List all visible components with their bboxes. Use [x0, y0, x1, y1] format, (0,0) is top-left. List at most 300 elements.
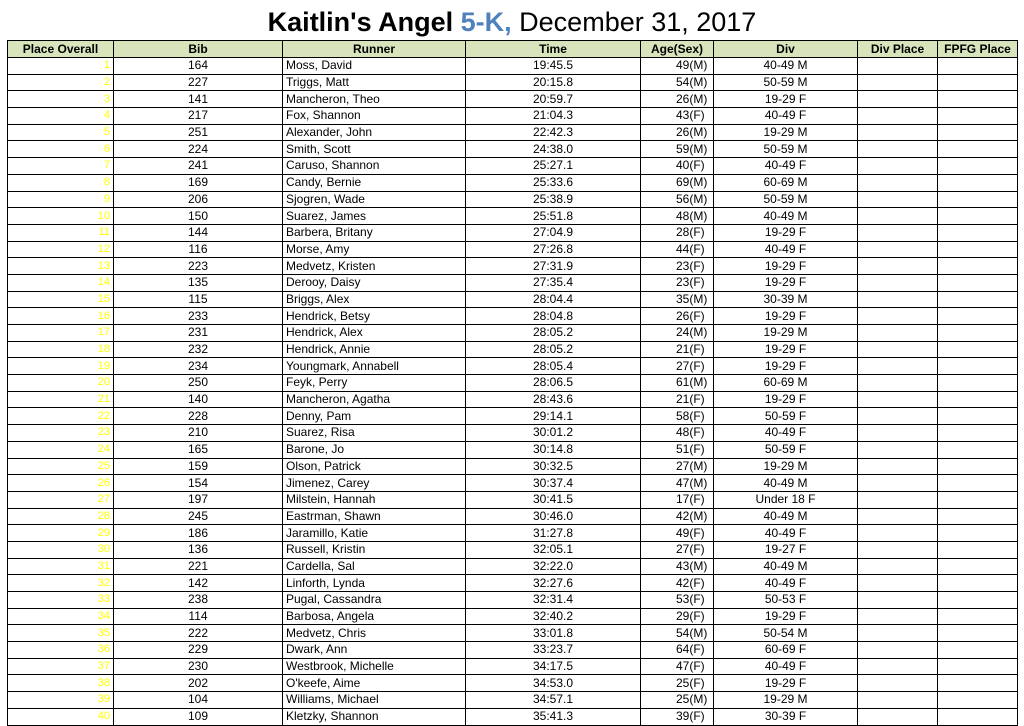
- place-cell: 28: [8, 508, 114, 525]
- div-place-cell: [858, 108, 938, 125]
- table-row: [8, 558, 1018, 575]
- header-row: [8, 41, 1018, 58]
- div-place-cell: [858, 458, 938, 475]
- bib-cell: 165: [114, 441, 283, 458]
- runner-cell: Moss, David: [283, 58, 466, 75]
- div-cell: 40-49 F: [714, 658, 858, 675]
- col-header-runner: Runner: [283, 41, 466, 58]
- fpfg-place-cell: [938, 108, 1018, 125]
- runner-cell: Linforth, Lynda: [283, 575, 466, 592]
- age-sex-cell: 26(M): [641, 124, 714, 141]
- place-cell: 39: [8, 692, 114, 709]
- bib-cell: 202: [114, 675, 283, 692]
- div-place-cell: [858, 375, 938, 392]
- fpfg-place-cell: [938, 308, 1018, 325]
- table-row: [8, 108, 1018, 125]
- bib-cell: 223: [114, 258, 283, 275]
- fpfg-place-cell: [938, 658, 1018, 675]
- runner-cell: Medvetz, Chris: [283, 625, 466, 642]
- table-row: [8, 491, 1018, 508]
- time-cell: 25:51.8: [466, 208, 641, 225]
- place-cell: 27: [8, 491, 114, 508]
- table-row: [8, 608, 1018, 625]
- div-cell: 19-29 F: [714, 608, 858, 625]
- place-cell: 29: [8, 525, 114, 542]
- col-header-div: Div: [714, 41, 858, 58]
- table-row: [8, 541, 1018, 558]
- fpfg-place-cell: [938, 174, 1018, 191]
- table-row: [8, 692, 1018, 709]
- runner-cell: Denny, Pam: [283, 408, 466, 425]
- runner-cell: Pugal, Cassandra: [283, 592, 466, 609]
- age-sex-cell: 54(M): [641, 625, 714, 642]
- place-cell: 25: [8, 458, 114, 475]
- fpfg-place-cell: [938, 441, 1018, 458]
- runner-cell: Eastrman, Shawn: [283, 508, 466, 525]
- time-cell: 32:40.2: [466, 608, 641, 625]
- col-header-fpfg-place: FPFG Place: [938, 41, 1018, 58]
- div-cell: 19-29 F: [714, 391, 858, 408]
- div-place-cell: [858, 191, 938, 208]
- age-sex-cell: 17(F): [641, 491, 714, 508]
- div-cell: 50-59 M: [714, 74, 858, 91]
- time-cell: 25:38.9: [466, 191, 641, 208]
- runner-cell: Suarez, James: [283, 208, 466, 225]
- fpfg-place-cell: [938, 592, 1018, 609]
- age-sex-cell: 43(M): [641, 558, 714, 575]
- place-cell: 37: [8, 658, 114, 675]
- table-row: [8, 224, 1018, 241]
- div-place-cell: [858, 642, 938, 659]
- bib-cell: 136: [114, 541, 283, 558]
- time-cell: 32:31.4: [466, 592, 641, 609]
- col-header-place: Place Overall: [8, 41, 114, 58]
- age-sex-cell: 25(F): [641, 675, 714, 692]
- place-cell: 2: [8, 74, 114, 91]
- col-header-div-place: Div Place: [858, 41, 938, 58]
- runner-cell: Derooy, Daisy: [283, 274, 466, 291]
- div-cell: 50-59 F: [714, 408, 858, 425]
- runner-cell: Kletzky, Shannon: [283, 708, 466, 725]
- fpfg-place-cell: [938, 158, 1018, 175]
- fpfg-place-cell: [938, 525, 1018, 542]
- fpfg-place-cell: [938, 58, 1018, 75]
- fpfg-place-cell: [938, 91, 1018, 108]
- div-cell: 50-54 M: [714, 625, 858, 642]
- runner-cell: Jimenez, Carey: [283, 475, 466, 492]
- runner-cell: Hendrick, Betsy: [283, 308, 466, 325]
- bib-cell: 232: [114, 341, 283, 358]
- age-sex-cell: 44(F): [641, 241, 714, 258]
- time-cell: 28:05.2: [466, 341, 641, 358]
- place-cell: 15: [8, 291, 114, 308]
- div-cell: 30-39 F: [714, 708, 858, 725]
- time-cell: 28:43.6: [466, 391, 641, 408]
- div-place-cell: [858, 158, 938, 175]
- div-place-cell: [858, 241, 938, 258]
- place-cell: 34: [8, 608, 114, 625]
- div-cell: 19-27 F: [714, 541, 858, 558]
- table-row: [8, 191, 1018, 208]
- table-row: [8, 375, 1018, 392]
- table-row: [8, 475, 1018, 492]
- table-row: [8, 258, 1018, 275]
- time-cell: 30:14.8: [466, 441, 641, 458]
- time-cell: 32:22.0: [466, 558, 641, 575]
- div-place-cell: [858, 408, 938, 425]
- table-row: [8, 141, 1018, 158]
- time-cell: 29:14.1: [466, 408, 641, 425]
- place-cell: 22: [8, 408, 114, 425]
- fpfg-place-cell: [938, 425, 1018, 442]
- div-cell: 40-49 F: [714, 108, 858, 125]
- div-place-cell: [858, 325, 938, 342]
- table-row: [8, 425, 1018, 442]
- place-cell: 8: [8, 174, 114, 191]
- place-cell: 33: [8, 592, 114, 609]
- age-sex-cell: 64(F): [641, 642, 714, 659]
- fpfg-place-cell: [938, 558, 1018, 575]
- div-place-cell: [858, 508, 938, 525]
- place-cell: 16: [8, 308, 114, 325]
- place-cell: 21: [8, 391, 114, 408]
- time-cell: 28:04.8: [466, 308, 641, 325]
- div-place-cell: [858, 341, 938, 358]
- div-cell: 19-29 M: [714, 325, 858, 342]
- place-cell: 3: [8, 91, 114, 108]
- fpfg-place-cell: [938, 224, 1018, 241]
- table-row: [8, 341, 1018, 358]
- race-date: December 31, 2017: [519, 7, 757, 37]
- age-sex-cell: 26(M): [641, 91, 714, 108]
- div-place-cell: [858, 658, 938, 675]
- table-row: [8, 358, 1018, 375]
- place-cell: 32: [8, 575, 114, 592]
- age-sex-cell: 48(F): [641, 425, 714, 442]
- runner-cell: Hendrick, Annie: [283, 341, 466, 358]
- div-cell: 40-49 F: [714, 425, 858, 442]
- bib-cell: 159: [114, 458, 283, 475]
- time-cell: 35:41.3: [466, 708, 641, 725]
- div-place-cell: [858, 208, 938, 225]
- bib-cell: 197: [114, 491, 283, 508]
- place-cell: 38: [8, 675, 114, 692]
- fpfg-place-cell: [938, 692, 1018, 709]
- table-row: [8, 58, 1018, 75]
- div-cell: 50-59 M: [714, 141, 858, 158]
- time-cell: 20:59.7: [466, 91, 641, 108]
- runner-cell: Alexander, John: [283, 124, 466, 141]
- time-cell: 27:26.8: [466, 241, 641, 258]
- fpfg-place-cell: [938, 325, 1018, 342]
- div-cell: 40-49 M: [714, 508, 858, 525]
- place-cell: 13: [8, 258, 114, 275]
- runner-cell: Suarez, Risa: [283, 425, 466, 442]
- age-sex-cell: 56(M): [641, 191, 714, 208]
- bib-cell: 141: [114, 91, 283, 108]
- div-place-cell: [858, 675, 938, 692]
- div-place-cell: [858, 291, 938, 308]
- time-cell: 27:04.9: [466, 224, 641, 241]
- age-sex-cell: 43(F): [641, 108, 714, 125]
- table-row: [8, 658, 1018, 675]
- fpfg-place-cell: [938, 391, 1018, 408]
- fpfg-place-cell: [938, 458, 1018, 475]
- div-cell: 40-49 M: [714, 208, 858, 225]
- fpfg-place-cell: [938, 74, 1018, 91]
- col-header-bib: Bib: [114, 41, 283, 58]
- table-row: [8, 458, 1018, 475]
- runner-cell: Jaramillo, Katie: [283, 525, 466, 542]
- div-cell: 40-49 M: [714, 558, 858, 575]
- time-cell: 32:05.1: [466, 541, 641, 558]
- div-cell: 19-29 M: [714, 458, 858, 475]
- bib-cell: 222: [114, 625, 283, 642]
- bib-cell: 228: [114, 408, 283, 425]
- place-cell: 10: [8, 208, 114, 225]
- age-sex-cell: 47(F): [641, 658, 714, 675]
- fpfg-place-cell: [938, 258, 1018, 275]
- age-sex-cell: 27(M): [641, 458, 714, 475]
- fpfg-place-cell: [938, 625, 1018, 642]
- bib-cell: 164: [114, 58, 283, 75]
- place-cell: 20: [8, 375, 114, 392]
- place-cell: 18: [8, 341, 114, 358]
- bib-cell: 224: [114, 141, 283, 158]
- div-place-cell: [858, 391, 938, 408]
- time-cell: 28:04.4: [466, 291, 641, 308]
- age-sex-cell: 42(F): [641, 575, 714, 592]
- time-cell: 19:45.5: [466, 58, 641, 75]
- table-row: [8, 208, 1018, 225]
- bib-cell: 140: [114, 391, 283, 408]
- runner-cell: Caruso, Shannon: [283, 158, 466, 175]
- div-place-cell: [858, 708, 938, 725]
- time-cell: 30:01.2: [466, 425, 641, 442]
- div-place-cell: [858, 425, 938, 442]
- div-cell: 50-53 F: [714, 592, 858, 609]
- table-row: [8, 391, 1018, 408]
- div-cell: 19-29 F: [714, 274, 858, 291]
- age-sex-cell: 21(F): [641, 391, 714, 408]
- div-cell: 60-69 M: [714, 375, 858, 392]
- fpfg-place-cell: [938, 124, 1018, 141]
- table-row: [8, 592, 1018, 609]
- time-cell: 33:01.8: [466, 625, 641, 642]
- table-row: [8, 274, 1018, 291]
- runner-cell: Morse, Amy: [283, 241, 466, 258]
- time-cell: 31:27.8: [466, 525, 641, 542]
- place-cell: 7: [8, 158, 114, 175]
- div-cell: 30-39 M: [714, 291, 858, 308]
- place-cell: 1: [8, 58, 114, 75]
- time-cell: 34:53.0: [466, 675, 641, 692]
- col-header-time: Time: [466, 41, 641, 58]
- place-cell: 14: [8, 274, 114, 291]
- div-place-cell: [858, 475, 938, 492]
- age-sex-cell: 48(M): [641, 208, 714, 225]
- time-cell: 28:05.4: [466, 358, 641, 375]
- table-row: [8, 158, 1018, 175]
- div-cell: 19-29 F: [714, 91, 858, 108]
- div-place-cell: [858, 174, 938, 191]
- div-cell: 19-29 F: [714, 358, 858, 375]
- age-sex-cell: 53(F): [641, 592, 714, 609]
- time-cell: 27:35.4: [466, 274, 641, 291]
- table-row: [8, 525, 1018, 542]
- age-sex-cell: 40(F): [641, 158, 714, 175]
- table-row: [8, 508, 1018, 525]
- age-sex-cell: 29(F): [641, 608, 714, 625]
- race-distance: 5-K,: [460, 7, 512, 37]
- div-cell: 60-69 F: [714, 642, 858, 659]
- results-body: [8, 58, 1018, 726]
- bib-cell: 229: [114, 642, 283, 659]
- place-cell: 30: [8, 541, 114, 558]
- div-cell: 50-59 F: [714, 441, 858, 458]
- time-cell: 25:27.1: [466, 158, 641, 175]
- table-row: [8, 408, 1018, 425]
- div-place-cell: [858, 491, 938, 508]
- time-cell: 28:06.5: [466, 375, 641, 392]
- div-cell: 40-49 F: [714, 158, 858, 175]
- time-cell: 34:57.1: [466, 692, 641, 709]
- runner-cell: Mancheron, Theo: [283, 91, 466, 108]
- bib-cell: 231: [114, 325, 283, 342]
- age-sex-cell: 69(M): [641, 174, 714, 191]
- div-cell: 40-49 F: [714, 575, 858, 592]
- age-sex-cell: 27(F): [641, 541, 714, 558]
- age-sex-cell: 58(F): [641, 408, 714, 425]
- place-cell: 4: [8, 108, 114, 125]
- age-sex-cell: 28(F): [641, 224, 714, 241]
- place-cell: 17: [8, 325, 114, 342]
- bib-cell: 221: [114, 558, 283, 575]
- runner-cell: Olson, Patrick: [283, 458, 466, 475]
- runner-cell: Barbera, Britany: [283, 224, 466, 241]
- div-cell: 40-49 F: [714, 525, 858, 542]
- table-row: [8, 575, 1018, 592]
- age-sex-cell: 47(M): [641, 475, 714, 492]
- time-cell: 27:31.9: [466, 258, 641, 275]
- runner-cell: Hendrick, Alex: [283, 325, 466, 342]
- place-cell: 11: [8, 224, 114, 241]
- place-cell: 40: [8, 708, 114, 725]
- age-sex-cell: 49(F): [641, 525, 714, 542]
- runner-cell: Dwark, Ann: [283, 642, 466, 659]
- fpfg-place-cell: [938, 274, 1018, 291]
- table-row: [8, 441, 1018, 458]
- div-place-cell: [858, 525, 938, 542]
- runner-cell: Milstein, Hannah: [283, 491, 466, 508]
- age-sex-cell: 39(F): [641, 708, 714, 725]
- time-cell: 20:15.8: [466, 74, 641, 91]
- fpfg-place-cell: [938, 508, 1018, 525]
- age-sex-cell: 54(M): [641, 74, 714, 91]
- bib-cell: 210: [114, 425, 283, 442]
- bib-cell: 154: [114, 475, 283, 492]
- place-cell: 19: [8, 358, 114, 375]
- div-cell: 40-49 M: [714, 475, 858, 492]
- table-row: [8, 308, 1018, 325]
- time-cell: 30:37.4: [466, 475, 641, 492]
- age-sex-cell: 51(F): [641, 441, 714, 458]
- div-place-cell: [858, 608, 938, 625]
- div-cell: 40-49 M: [714, 58, 858, 75]
- bib-cell: 142: [114, 575, 283, 592]
- runner-cell: Williams, Michael: [283, 692, 466, 709]
- runner-cell: Smith, Scott: [283, 141, 466, 158]
- bib-cell: 115: [114, 291, 283, 308]
- runner-cell: Candy, Bernie: [283, 174, 466, 191]
- age-sex-cell: 61(M): [641, 375, 714, 392]
- div-cell: 19-29 M: [714, 124, 858, 141]
- bib-cell: 241: [114, 158, 283, 175]
- runner-cell: Youngmark, Annabell: [283, 358, 466, 375]
- div-place-cell: [858, 625, 938, 642]
- fpfg-place-cell: [938, 358, 1018, 375]
- bib-cell: 238: [114, 592, 283, 609]
- age-sex-cell: 23(F): [641, 258, 714, 275]
- div-cell: 19-29 F: [714, 224, 858, 241]
- table-row: [8, 625, 1018, 642]
- place-cell: 31: [8, 558, 114, 575]
- div-place-cell: [858, 575, 938, 592]
- bib-cell: 114: [114, 608, 283, 625]
- div-cell: 19-29 F: [714, 308, 858, 325]
- fpfg-place-cell: [938, 208, 1018, 225]
- age-sex-cell: 23(F): [641, 274, 714, 291]
- runner-cell: Cardella, Sal: [283, 558, 466, 575]
- div-place-cell: [858, 558, 938, 575]
- age-sex-cell: 21(F): [641, 341, 714, 358]
- runner-cell: Feyk, Perry: [283, 375, 466, 392]
- bib-cell: 135: [114, 274, 283, 291]
- age-sex-cell: 25(M): [641, 692, 714, 709]
- bib-cell: 206: [114, 191, 283, 208]
- bib-cell: 109: [114, 708, 283, 725]
- age-sex-cell: 35(M): [641, 291, 714, 308]
- div-place-cell: [858, 358, 938, 375]
- time-cell: 22:42.3: [466, 124, 641, 141]
- fpfg-place-cell: [938, 291, 1018, 308]
- age-sex-cell: 26(F): [641, 308, 714, 325]
- div-place-cell: [858, 224, 938, 241]
- bib-cell: 245: [114, 508, 283, 525]
- runner-cell: Barbosa, Angela: [283, 608, 466, 625]
- age-sex-cell: 59(M): [641, 141, 714, 158]
- bib-cell: 186: [114, 525, 283, 542]
- fpfg-place-cell: [938, 375, 1018, 392]
- div-place-cell: [858, 141, 938, 158]
- place-cell: 24: [8, 441, 114, 458]
- page-title: [0, 6, 1024, 38]
- time-cell: 33:23.7: [466, 642, 641, 659]
- runner-cell: Mancheron, Agatha: [283, 391, 466, 408]
- bib-cell: 230: [114, 658, 283, 675]
- place-cell: 36: [8, 642, 114, 659]
- fpfg-place-cell: [938, 341, 1018, 358]
- div-cell: 50-59 M: [714, 191, 858, 208]
- table-row: [8, 675, 1018, 692]
- time-cell: 30:41.5: [466, 491, 641, 508]
- div-place-cell: [858, 258, 938, 275]
- fpfg-place-cell: [938, 475, 1018, 492]
- fpfg-place-cell: [938, 408, 1018, 425]
- div-place-cell: [858, 74, 938, 91]
- runner-cell: Sjogren, Wade: [283, 191, 466, 208]
- div-cell: 19-29 F: [714, 675, 858, 692]
